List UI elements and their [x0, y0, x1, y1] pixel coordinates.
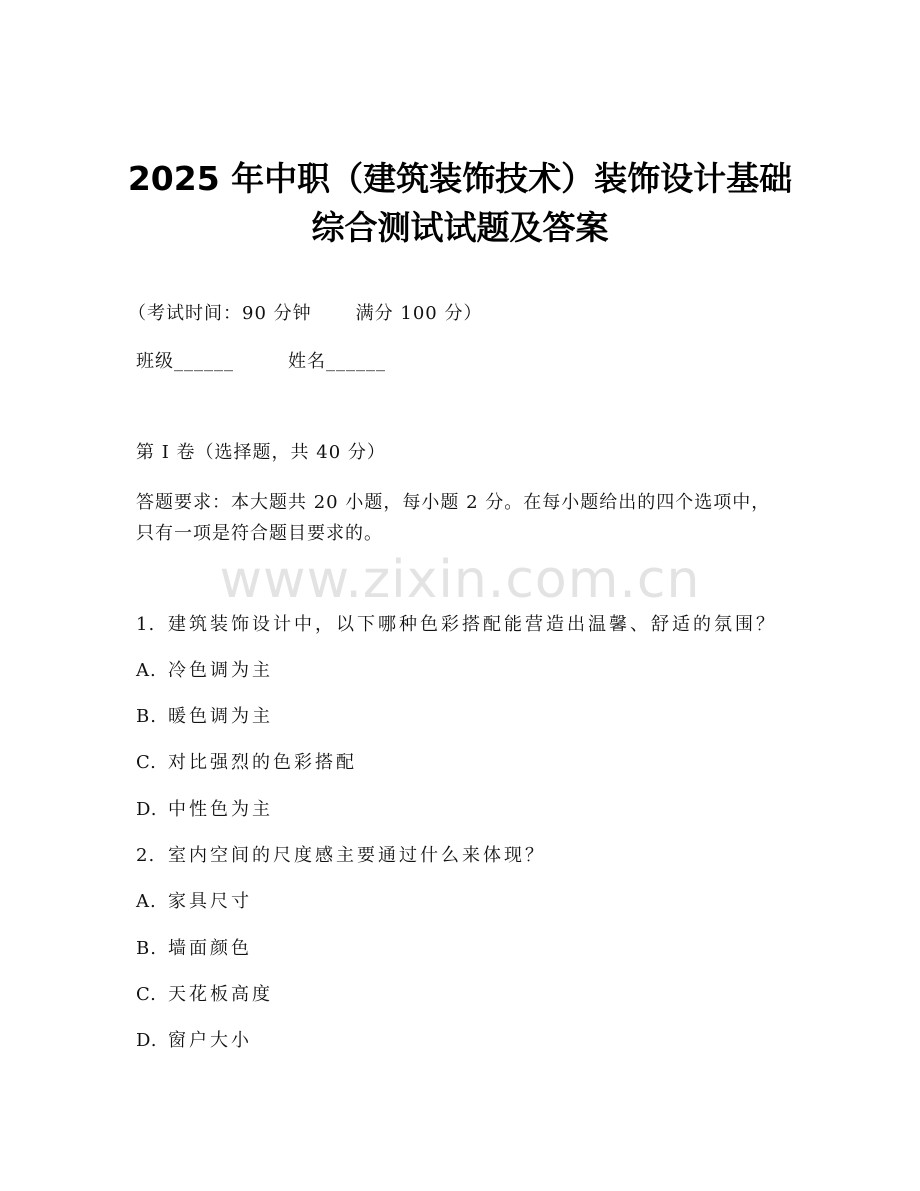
option-text: 墙面颜色 [168, 938, 252, 959]
option-letter: B. [136, 706, 157, 727]
name-field: 姓名______ [288, 351, 386, 372]
answer-requirements: 答题要求：本大题共 20 小题，每小题 2 分。在每小题给出的四个选项中，只有一项是符合题目要求的。 [136, 492, 771, 544]
option-letter: A. [136, 660, 157, 681]
watermark: www.zixin.com.cn [219, 550, 701, 610]
question-number: 2. [136, 845, 156, 866]
document-title-line2: 综合测试试题及答案 [311, 208, 609, 247]
question-1 [136, 612, 777, 638]
document-title-line1: 2025 年中职（建筑装饰技术）装饰设计基础 [127, 159, 793, 198]
option-text: 对比强烈的色彩搭配 [168, 752, 357, 773]
section-heading: 第 I 卷（选择题，共 40 分） [136, 442, 386, 463]
exam-full-score: 满分 100 分） [355, 303, 483, 324]
student-fields [136, 349, 386, 375]
option-letter: C. [136, 752, 157, 773]
option-text: 家具尺寸 [168, 891, 252, 912]
exam-info [128, 301, 482, 327]
option-letter: D. [136, 799, 158, 820]
option-letter: C. [136, 984, 157, 1005]
question-2-option-d [136, 1028, 252, 1054]
question-text: 室内空间的尺度感主要通过什么来体现？ [168, 845, 546, 866]
question-number: 1. [136, 614, 156, 635]
question-1-option-c [136, 750, 357, 776]
question-2-option-c [136, 982, 273, 1008]
option-letter: D. [136, 1030, 158, 1051]
option-letter: B. [136, 938, 157, 959]
option-text: 中性色为主 [168, 799, 273, 820]
question-1-option-b [136, 704, 273, 730]
option-text: 窗户大小 [168, 1030, 252, 1051]
question-2-option-b [136, 936, 252, 962]
option-text: 暖色调为主 [168, 706, 273, 727]
option-text: 天花板高度 [168, 984, 273, 1005]
option-letter: A. [136, 891, 157, 912]
question-text: 建筑装饰设计中，以下哪种色彩搭配能营造出温馨、舒适的氛围？ [168, 614, 777, 635]
question-1-option-a [136, 658, 273, 684]
question-1-option-d [136, 797, 273, 823]
exam-time: （考试时间：90 分钟 [128, 303, 312, 324]
class-field: 班级______ [136, 351, 234, 372]
option-text: 冷色调为主 [168, 660, 273, 681]
question-2 [136, 843, 546, 869]
question-2-option-a [136, 889, 252, 915]
